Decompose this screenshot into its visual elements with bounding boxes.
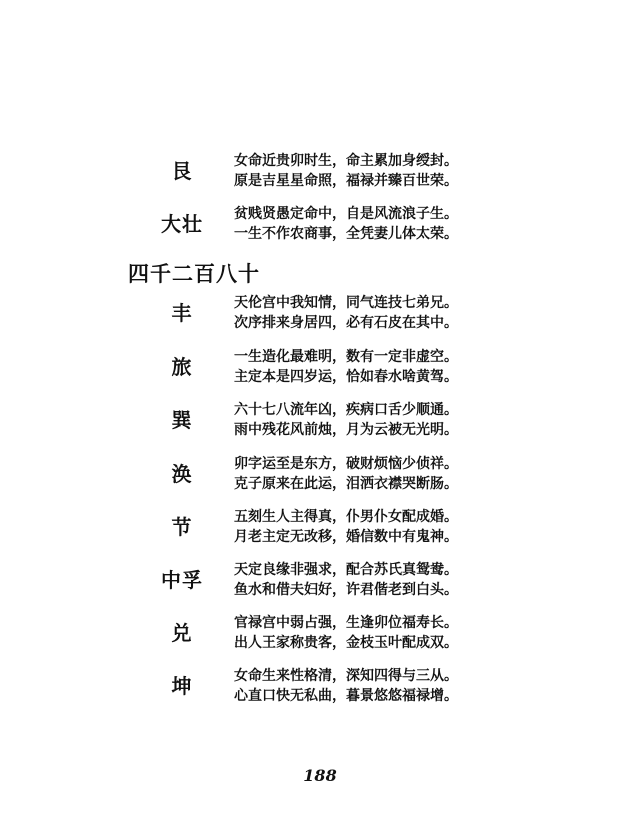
page-number: 188	[303, 766, 337, 785]
verse-line: 原是吉星星命照，福禄并臻百世荣。	[234, 173, 458, 189]
hexagram-entry	[0, 454, 640, 494]
hexagram-name: 涣	[171, 462, 193, 486]
verse-line: 次序排来身居四，必有石皮在其中。	[234, 315, 458, 331]
hexagram-name: 巽	[171, 408, 193, 432]
hexagram-name: 丰	[171, 301, 193, 325]
verse-line: 官禄宫中弱占强，生逢卯位福寿长。	[234, 615, 458, 631]
verse-line: 女命生来性格清，深知四得与三从。	[234, 668, 458, 684]
hexagram-name: 节	[171, 515, 193, 539]
hexagram-entry	[0, 400, 640, 440]
hexagram-entry	[0, 613, 640, 653]
verse-line: 出人王家称贵客，金枝玉叶配成双。	[234, 635, 458, 651]
verse	[234, 400, 458, 440]
verse-line: 雨中残花风前烛，月为云被无光明。	[234, 422, 458, 438]
verse-line: 六十七八流年凶，疾病口舌少顺通。	[234, 402, 458, 418]
verse	[234, 613, 458, 653]
verse	[234, 454, 458, 494]
verse	[234, 507, 458, 547]
verse-line: 一生不作农商事，全凭妻儿体太荣。	[234, 226, 458, 242]
hexagram-entry	[0, 347, 640, 387]
verse-line: 女命近贵卯时生，命主累加身绶封。	[234, 153, 458, 169]
hexagram-entry	[0, 560, 640, 600]
hexagram-entry	[0, 151, 640, 191]
verse-line: 鱼水和借夫妇好，许君偕老到白头。	[234, 582, 458, 598]
verse	[234, 151, 458, 191]
hexagram-entry	[0, 204, 640, 244]
verse-line: 贫贱贤愚定命中，自是风流浪子生。	[234, 206, 458, 222]
verse-line: 克子原来在此运，泪洒衣襟哭断肠。	[234, 476, 458, 492]
verse-line: 天伦宫中我知情，同气连技七弟兄。	[234, 295, 458, 311]
verse-line: 卯字运至是东方，破财烦恼少侦祥。	[234, 456, 458, 472]
hexagram-name: 大壮	[161, 212, 203, 236]
hexagram-name: 旅	[171, 355, 193, 379]
verse	[234, 560, 458, 600]
verse	[234, 293, 458, 333]
verse	[234, 204, 458, 244]
verse-line: 五刻生人主得真，仆男仆女配成婚。	[234, 509, 458, 525]
hexagram-name: 艮	[171, 159, 193, 183]
hexagram-entry	[0, 293, 640, 333]
verse-line: 天定良缘非强求，配合苏氏真鸳鸯。	[234, 562, 458, 578]
hexagram-entry	[0, 666, 640, 706]
hexagram-entry	[0, 507, 640, 547]
verse	[234, 666, 458, 706]
verse-line: 月老主定无改移，婚信数中有鬼神。	[234, 529, 458, 545]
verse-line: 主定本是四岁运，恰如春水啥黄驾。	[234, 369, 458, 385]
hexagram-name: 兑	[171, 621, 193, 645]
section-heading: 四千二百八十	[128, 261, 260, 286]
verse-line: 心直口快无私曲，暮景悠悠福禄增。	[234, 688, 458, 704]
hexagram-name: 坤	[171, 674, 193, 698]
verse-line: 一生造化最难明，数有一定非虚空。	[234, 349, 458, 365]
verse	[234, 347, 458, 387]
hexagram-name: 中孚	[161, 568, 203, 592]
